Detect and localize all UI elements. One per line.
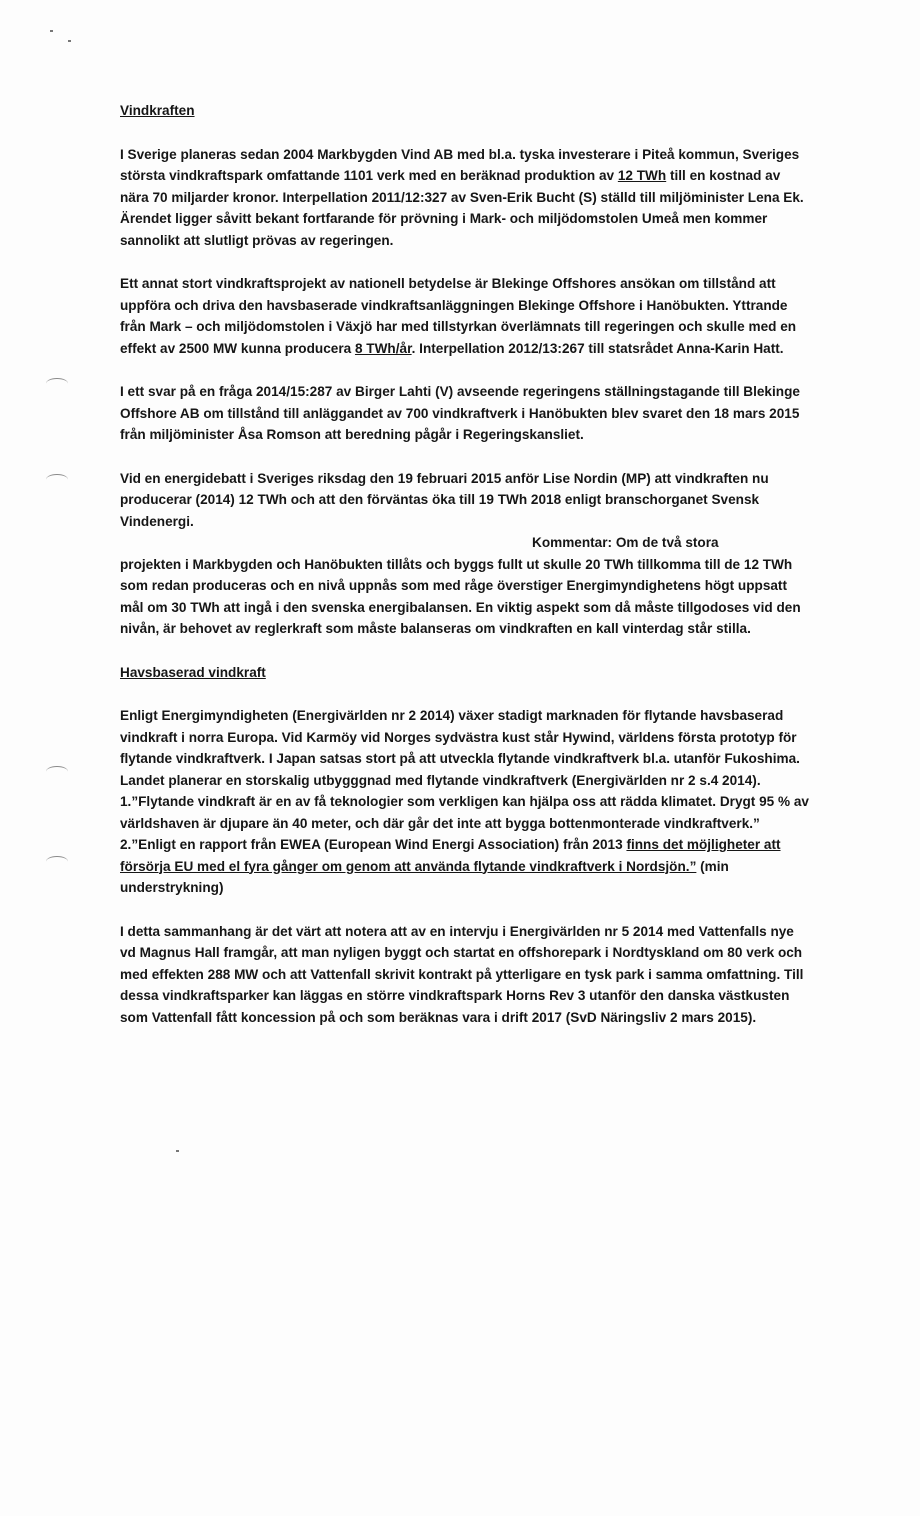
paragraph-flytande-vindkraft bbox=[120, 705, 810, 899]
comment-label: Kommentar: Om de två stora bbox=[532, 535, 719, 550]
scan-speck bbox=[176, 1150, 179, 1152]
text: till en kostnad av nära 70 miljarder kronor. Interpellation 2011/12:327 av Sven-Erik Bucht (S) ställd till miljöminister Lena Ek. Ärendet ligger såvitt bekant fortfarande för prövning i Mark- och miljödomstolen Umeå men kommer sannolikt att slutligt prövas av regeringen. bbox=[120, 168, 804, 248]
paragraph-energidebatt bbox=[120, 468, 810, 640]
paragraph-blekinge-offshore bbox=[120, 273, 810, 359]
section-heading-vindkraften: Vindkraften bbox=[120, 103, 195, 118]
underlined-text: 12 TWh bbox=[617, 168, 667, 183]
hole-punch-mark bbox=[46, 378, 68, 389]
paragraph-markbygden bbox=[120, 144, 810, 252]
hole-punch-mark bbox=[46, 856, 68, 867]
hole-punch-mark bbox=[46, 474, 68, 485]
text: projekten i Markbygden och Hanöbukten tillåts och byggs fullt ut skulle 20 TWh tillkomma till de 12 TWh som redan produceras och en nivå uppnås som med råge överstiger Energimyndighetens högt uppsatt mål om 30 TWh att ingå i den svenska energibalansen. En viktig aspekt som då måste tillgodoses vid den nivån, är behovet av reglerkraft som måste balanseras om vindkraften en kall vinterdag står stilla. bbox=[120, 556, 801, 636]
text: (min understrykning) bbox=[120, 858, 729, 895]
scan-speck bbox=[50, 30, 53, 32]
section-heading-havsbaserad-vindkraft: Havsbaserad vindkraft bbox=[120, 664, 266, 680]
text: I Sverige planeras sedan 2004 Markbygden Vind AB med bl.a. tyska investerare i Piteå kommun, Sveriges största vindkraftspark omfattande 1101 verk med en beräknad produktion av bbox=[120, 146, 800, 183]
document-body bbox=[120, 100, 810, 1050]
text: . Interpellation 2012/13:267 till statsrådet Anna-Karin Hatt. bbox=[411, 340, 784, 356]
paragraph-vattenfall: I detta sammanhang är det värt att notera att av en intervju i Energivärlden nr 5 2014 med Vattenfalls nye vd Magnus Hall framgår, att man nyligen byggt och startat en offshorepark i Nordtyskland om 80 verk och med effekten 288 MW och att Vattenfall skrivit kontrakt på ytterligare en tysk park i samma omfattning. Till dessa vindkraftsparker kan läggas en större vindkraftspark Horns Rev 3 utanför den danska västkusten som Vattenfall fått koncession på och som beräknas vara i drift 2017 (SvD Näringsliv 2 mars 2015). bbox=[120, 923, 804, 1025]
text: Enligt Energimyndigheten (Energivärlden nr 2 2014) växer stadigt marknaden för flytande havsbaserad vindkraft i norra Europa. Vid Karmöy vid Norges sydvästra kust står Hywind, världens första prototyp för flytande vindkraftverk. I Japan satsas stort på att utveckla flytande vindkraftverk bl.a. utanför Fukoshima. Landet planerar en storskalig utbygggnad med flytande vindkraftverk (Energivärlden nr 2 s.4 2014). 1.”Flytande vindkraft är en av få teknologier som verkligen kan hjälpa oss att rädda klimatet. Drygt 95 % av världshaven är djupare än 40 meter, och där går det inte att bygga bottenmonterade vindkraftverk.” 2.”Enligt en rapport från EWEA (European Wind Energi Association) från 2013 bbox=[120, 708, 809, 852]
hole-punch-mark bbox=[46, 766, 68, 777]
underlined-text: 8 TWh/år bbox=[354, 340, 412, 356]
paragraph-hanobukten-answer: I ett svar på en fråga 2014/15:287 av Birger Lahti (V) avseende regeringens ställningstagande till Blekinge Offshore AB om tillstånd till anläggandet av 700 vindkraftverk i Hanöbukten blev svaret den 18 mars 2015 från miljöminister Åsa Romson att beredning pågår i Regeringskansliet. bbox=[120, 384, 800, 442]
text: Vid en energidebatt i Sveriges riksdag den 19 februari 2015 anför Lise Nordin (MP) att vindkraften nu producerar (2014) 12 TWh och att den förväntas öka till 19 TWh 2018 enligt branschorganet Svensk Vindenergi. bbox=[120, 470, 769, 529]
text: Ett annat stort vindkraftsprojekt av nationell betydelse är Blekinge Offshores ansökan om tillstånd att uppföra och driva den havsbaserade vindkraftsanläggningen Blekinge Offshore i Hanöbukten. Yttrande från Mark – och miljödomstolen i Växjö har med tillstyrkan överlämnats till regeringen och skulle med en effekt av 2500 MW kunna producera bbox=[120, 276, 797, 356]
scan-speck bbox=[68, 40, 71, 42]
underlined-text: finns det möjligheter att försörja EU med el fyra gånger om genom att använda flytande vindkraftverk i Nordsjön.” bbox=[120, 837, 781, 874]
